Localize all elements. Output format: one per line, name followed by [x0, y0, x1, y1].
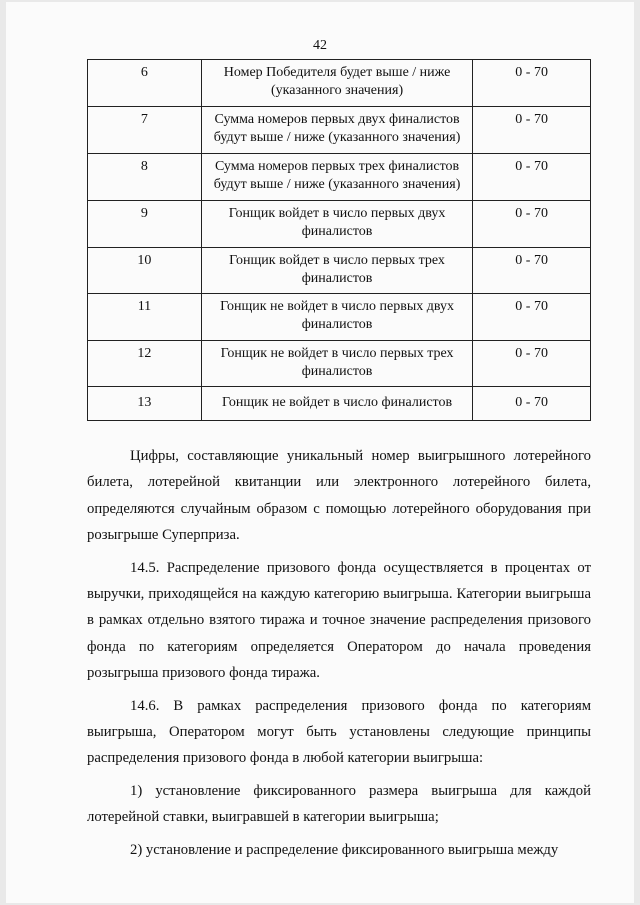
paragraph-superprize-digits: Цифры, составляющие уникальный номер выигрышного лотерейного билета, лотерейной квитанции или электронного лотерейного билета, определяются случайным образом с помощью лотерейного оборудования при розыгрыше Суперприза.: [87, 448, 591, 544]
category-range: 0 - 70: [473, 154, 591, 201]
category-range: 0 - 70: [473, 107, 591, 154]
category-number: 12: [88, 341, 202, 387]
table-row: [88, 201, 591, 248]
category-range: 0 - 70: [473, 201, 591, 248]
category-range: 0 - 70: [473, 341, 591, 387]
page-number: 42: [313, 38, 327, 53]
table-row: [88, 107, 591, 154]
category-number: 9: [88, 201, 202, 248]
paragraph-14-5: 14.5. Распределение призового фонда осуществляется в процентах от выручки, приходящейся на каждую категорию выигрыша. Категории выигрыша в рамках отдельно взятого тиража и точное значение распределения призового фонда по категориям определяется Оператором до начала проведения розыгрыша призового фонда тиража.: [87, 559, 591, 682]
body-text: [87, 443, 591, 869]
category-description: Гонщик не войдет в число первых двух финалистов: [201, 294, 472, 341]
category-range: 0 - 70: [473, 248, 591, 294]
table-row: [88, 60, 591, 107]
category-range: 0 - 70: [473, 294, 591, 341]
category-description: Гонщик не войдет в число финалистов: [201, 387, 472, 421]
category-description: Сумма номеров первых двух финалистов будут выше / ниже (указанного значения): [201, 107, 472, 154]
category-description: Гонщик не войдет в число первых трех финалистов: [201, 341, 472, 387]
category-number: 11: [88, 294, 202, 341]
paragraph-principle-2: 2) установление и распределение фиксированного выигрыша между: [130, 841, 559, 858]
category-description: Гонщик войдет в число первых трех финалистов: [201, 248, 472, 294]
category-number: 6: [88, 60, 202, 107]
prize-category-table: [87, 59, 591, 421]
table-row: [88, 387, 591, 421]
table-row: [88, 341, 591, 387]
category-number: 13: [88, 387, 202, 421]
paragraph-14-6: 14.6. В рамках распределения призового фонда по категориям выигрыша, Оператором могут быть установлены следующие принципы распределения призового фонда в любой категории выигрыша:: [87, 697, 591, 767]
category-number: 10: [88, 248, 202, 294]
category-range: 0 - 70: [473, 387, 591, 421]
table-row: [88, 154, 591, 201]
table-row: [88, 248, 591, 294]
category-number: 8: [88, 154, 202, 201]
category-range: 0 - 70: [473, 60, 591, 107]
paragraph-principle-1: 1) установление фиксированного размера выигрыша для каждой лотерейной ставки, выигравшей в категории выигрыша;: [87, 782, 591, 826]
category-description: Номер Победителя будет выше / ниже (указанного значения): [201, 60, 472, 107]
category-description: Сумма номеров первых трех финалистов будут выше / ниже (указанного значения): [201, 154, 472, 201]
category-description: Гонщик войдет в число первых двух финалистов: [201, 201, 472, 248]
category-number: 7: [88, 107, 202, 154]
table-row: [88, 294, 591, 341]
